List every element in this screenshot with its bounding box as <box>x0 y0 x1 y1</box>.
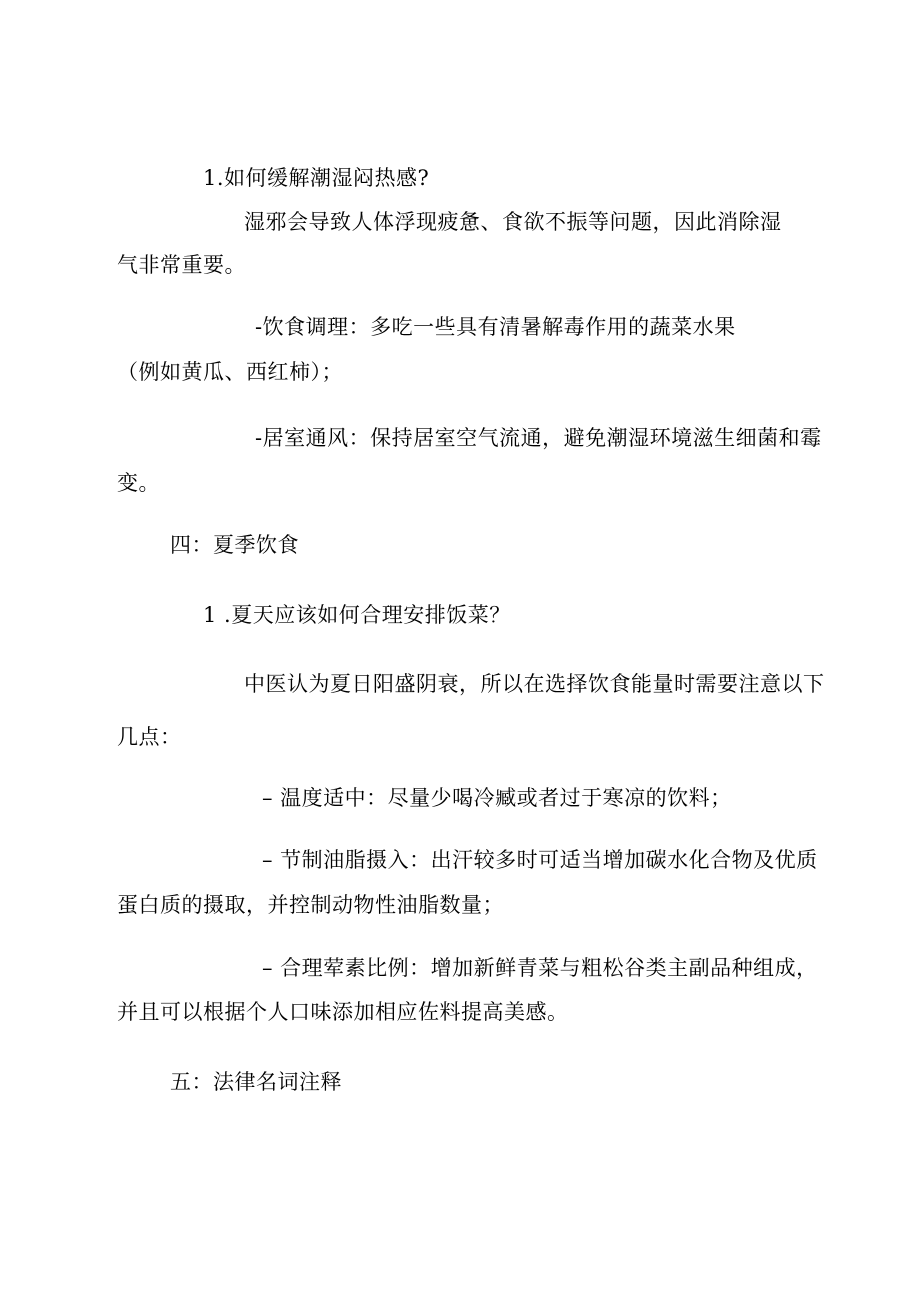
list-item-line: -居室通风：保持居室空气流通，避免潮湿环境滋生细菌和霉 <box>255 426 822 450</box>
section-heading: 四：夏季饮食 <box>170 533 299 557</box>
paragraph-line: 中医认为夏日阳盛阴衰，所以在选择饮食能量时需要注意以下 <box>244 672 825 696</box>
list-item-line: – 节制油脂摄入：出汗较多时可适当增加碳水化合物及优质 <box>262 848 818 872</box>
list-item-line: 并且可以根据个人口味添加相应佐料提高美感。 <box>117 1000 569 1024</box>
question-heading: 1.如何缓解潮湿闷热感? <box>203 166 430 190</box>
paragraph-line: 气非常重要。 <box>117 253 246 277</box>
section-heading: 五：法律名词注释 <box>170 1070 342 1094</box>
list-item-line: – 温度适中：尽量少喝冷臧或者过于寒凉的饮料； <box>262 786 732 810</box>
list-item-line: 变。 <box>117 471 160 495</box>
paragraph-line: 几点： <box>117 725 182 749</box>
list-item-line: -饮食调理：多吃一些具有清暑解毒作用的蔬菜水果 <box>255 315 736 339</box>
list-item-line: （例如黄瓜、西红柿）； <box>117 360 343 384</box>
list-item-line: – 合理荤素比例：增加新鲜青菜与粗松谷类主副品种组成， <box>262 956 818 980</box>
list-item-line: 蛋白质的摄取，并控制动物性油脂数量； <box>117 893 504 917</box>
paragraph-line: 湿邪会导致人体浮现疲惫、食欲不振等问题，因此消除湿 <box>244 210 782 234</box>
question-heading: 1 .夏天应该如何合理安排饭菜？ <box>203 603 511 627</box>
